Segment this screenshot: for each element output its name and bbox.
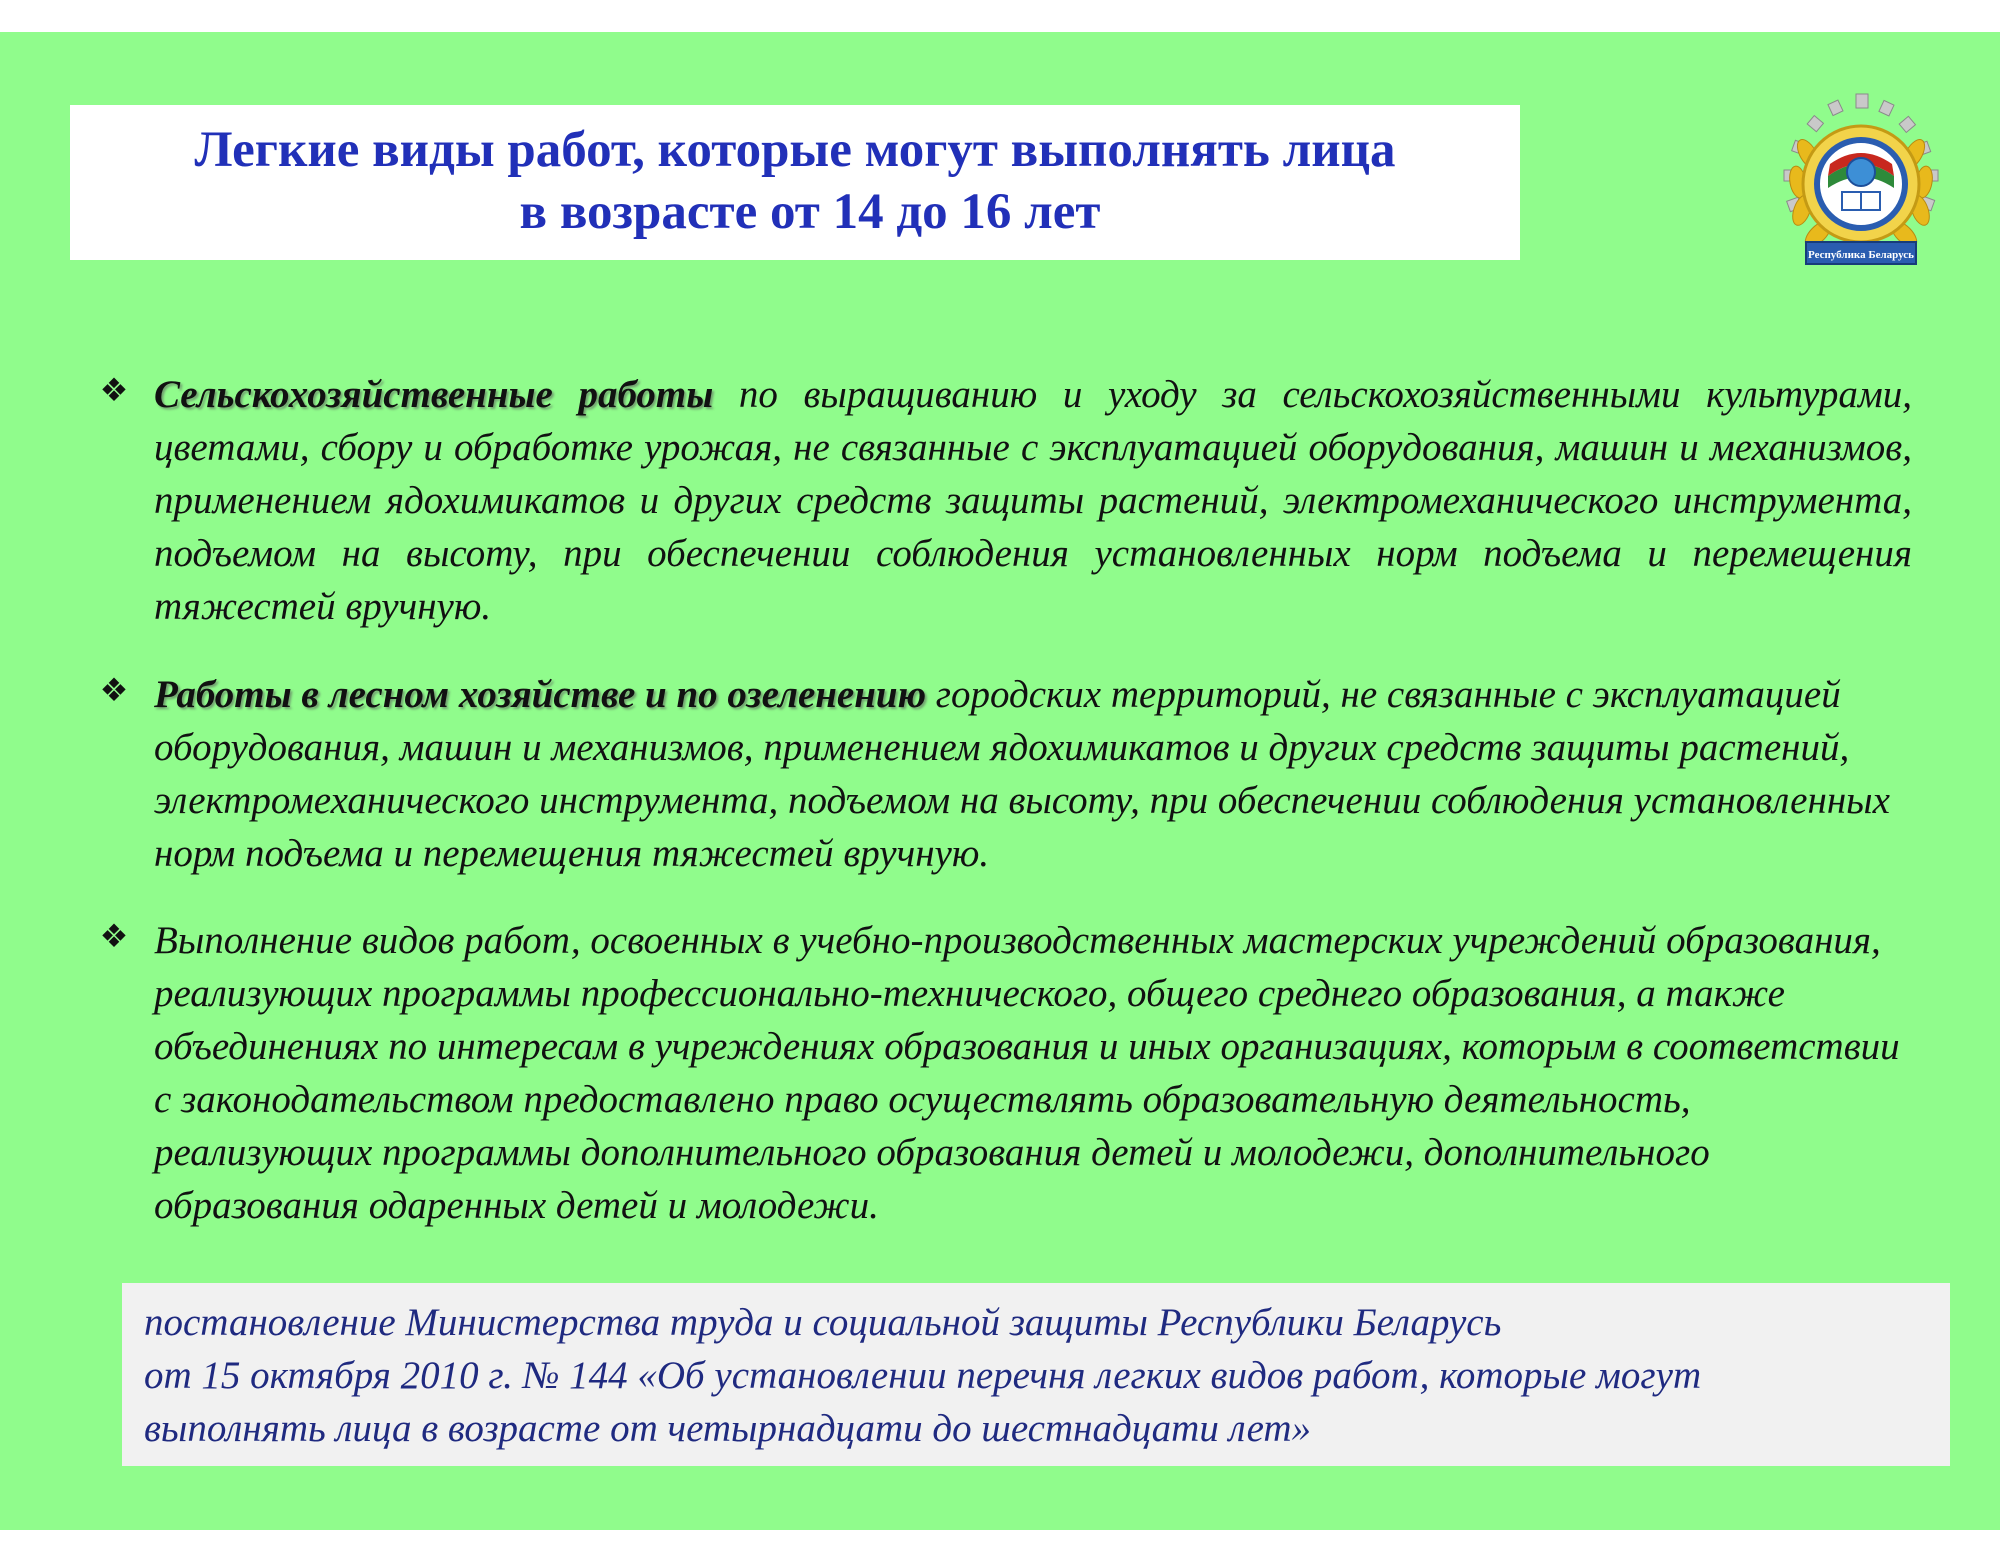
- list-item-text: [154, 668, 1912, 880]
- list-item: [96, 368, 1912, 633]
- reference-line-1: постановление Министерства труда и социальной защиты Республики Беларусь: [144, 1301, 1502, 1344]
- list-item: [96, 668, 1912, 880]
- reference-line-2: от 15 октября 2010 г. № 144 «Об установлении перечня легких видов работ, которые могут: [144, 1354, 1702, 1397]
- list-item-body: городских территорий, не связанные с эксплуатацией оборудования, машин и механизмов, применением ядохимикатов и других средств защиты растений, электромеханического инструмента, подъемом на высоту, при обеспечении соблюдения установленных норм подъема и перемещения тяжестей вручную.: [154, 673, 1890, 875]
- reference-note: [122, 1283, 1950, 1466]
- republic-belarus-emblem-icon: [1770, 92, 1952, 282]
- list-item-body: Выполнение видов работ, освоенных в учебно-производственных мастерских учреждений образования, реализующих программы профессионально-технического, общего среднего образования, а также объединениях по интересам в учреждениях образования и иных организациях, которым в соответствии с законодательством предоставлено право осуществлять образовательную деятельность, реализующих программы дополнительного образования детей и молодежи, дополнительного образования одаренных детей и молодежи.: [154, 919, 1900, 1227]
- list-item-lead: Работы в лесном хозяйстве и по озеленению: [154, 673, 927, 716]
- reference-line-3: выполнять лица в возрасте от четырнадцати до шестнадцати лет»: [144, 1407, 1312, 1450]
- list-item: [96, 914, 1912, 1232]
- diamond-bullet-icon: ❖: [99, 372, 129, 408]
- diamond-bullet-icon: ❖: [99, 918, 129, 954]
- page-title-line-1: Легкие виды работ, которые могут выполнять лица: [194, 122, 1396, 178]
- page-title-line-2: в возрасте от 14 до 16 лет: [519, 184, 1101, 240]
- slide: [0, 32, 2000, 1530]
- list-item-body: по выращиванию и уходу за сельскохозяйственными культурами, цветами, сбору и обработке урожая, не связанные с эксплуатацией оборудования, машин и механизмов, применением ядохимикатов и других средств защиты растений, электромеханического инструмента, подъемом на высоту, при обеспечении соблюдения установленных норм подъема и перемещения тяжестей вручную.: [154, 373, 1912, 628]
- diamond-bullet-icon: ❖: [99, 672, 129, 708]
- title-box: [70, 105, 1520, 260]
- list-item-lead: Сельскохозяйственные работы: [154, 373, 714, 416]
- emblem-caption: Республика Беларусь: [1808, 249, 1914, 261]
- list-item-text: [154, 914, 1912, 1232]
- list-item-text: [154, 368, 1912, 633]
